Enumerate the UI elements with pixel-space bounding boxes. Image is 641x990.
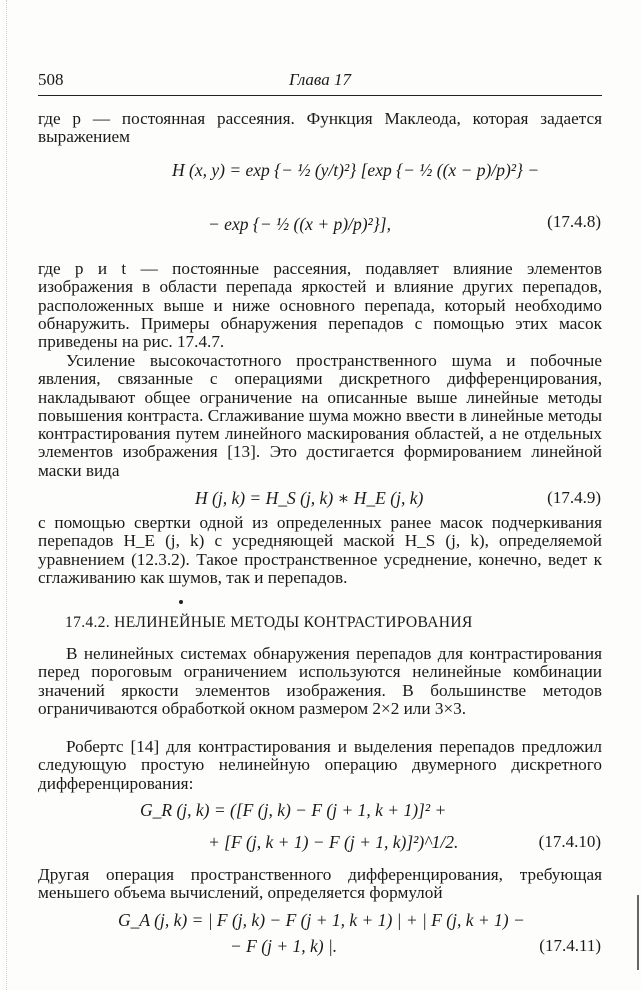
equation-number-17-4-11: (17.4.11) <box>539 936 601 955</box>
paragraph-6: Робертс [14] для контрастирования и выделения перепадов предложил следующую простую нелинейную операцию двумерного дискретного дифференцирования: <box>38 737 602 793</box>
equation-number-17-4-10: (17.4.10) <box>538 832 601 851</box>
page-number: 508 <box>38 70 64 89</box>
header-rule <box>38 95 602 96</box>
equation-17-4-11-line-2: − F (j + 1, k) |. <box>230 936 338 956</box>
section-heading: 17.4.2. НЕЛИНЕЙНЫЕ МЕТОДЫ КОНТРАСТИРОВАНИЯ <box>65 614 473 631</box>
equation-17-4-11-line-1: G_A (j, k) = | F (j, k) − F (j + 1, k + 1) | + | F (j, k + 1) − <box>118 910 525 930</box>
running-title: Глава 17 <box>289 70 351 89</box>
equation-17-4-10-line-1: G_R (j, k) = ([F (j, k) − F (j + 1, k + 1)]² + <box>140 800 447 820</box>
paragraph-4: с помощью свертки одной из определенных ранее масок подчеркивания перепадов H_E (j, k) с усредняющей маской H_S (j, k), определяемой уравнением (12.3.2). Такое пространственное усреднение, конечно, ведет к сглаживанию как шумов, так и перепадов. <box>38 513 602 587</box>
paragraph-2: где p и t — постоянные рассеяния, подавляет влияние элементов изображения в области перепада яркостей и влияние других перепадов, расположенных выше и ниже основного перепада, который необходимо обнаружить. Примеры обнаружения перепадов с помощью этих масок приведены на рис. 17.4.7. <box>38 259 602 352</box>
paragraph-5: В нелинейных системах обнаружения перепадов для контрастирования перед пороговым ограничением используются нелинейные комбинации значений яркости элементов изображения. В большинстве методов ограничиваются обработкой окном размером 2×2 или 3×3. <box>38 644 602 718</box>
paragraph-3: Усиление высокочастотного пространственного шума и побочные явления, связанные с операциями дискретного дифференцирования, накладывают общее ограничение на описанные выше линейные методы повышения контраста. Сглаживание шума можно ввести в линейные методы контрастирования путем линейного маскирования областей, а не отдельных элементов изображения [13]. Это достигается формированием линейной маски вида <box>38 351 602 480</box>
equation-number-17-4-8: (17.4.8) <box>547 212 601 231</box>
margin-mark <box>637 895 639 970</box>
equation-17-4-8-line-2: − exp {− ½ ((x + p)/p)²}], <box>208 214 391 234</box>
stray-mark <box>179 600 183 604</box>
equation-17-4-10-line-2: + [F (j, k + 1) − F (j + 1, k)]²)^1/2. <box>208 832 459 852</box>
paragraph-1: где p — постоянная рассеяния. Функция Маклеода, которая задается выражением <box>38 109 602 147</box>
equation-number-17-4-9: (17.4.9) <box>547 488 601 507</box>
equation-17-4-8-line-1: H (x, y) = exp {− ½ (y/t)²} [exp {− ½ ((x − p)/p)²} − <box>172 160 540 180</box>
scan-edge <box>6 0 7 990</box>
paragraph-7: Другая операция пространственного дифференцирования, требующая меньшего объема вычислений, определяется формулой <box>38 865 602 903</box>
page-header <box>38 70 602 92</box>
equation-17-4-9: H (j, k) = H_S (j, k) ∗ H_E (j, k) <box>195 488 424 508</box>
